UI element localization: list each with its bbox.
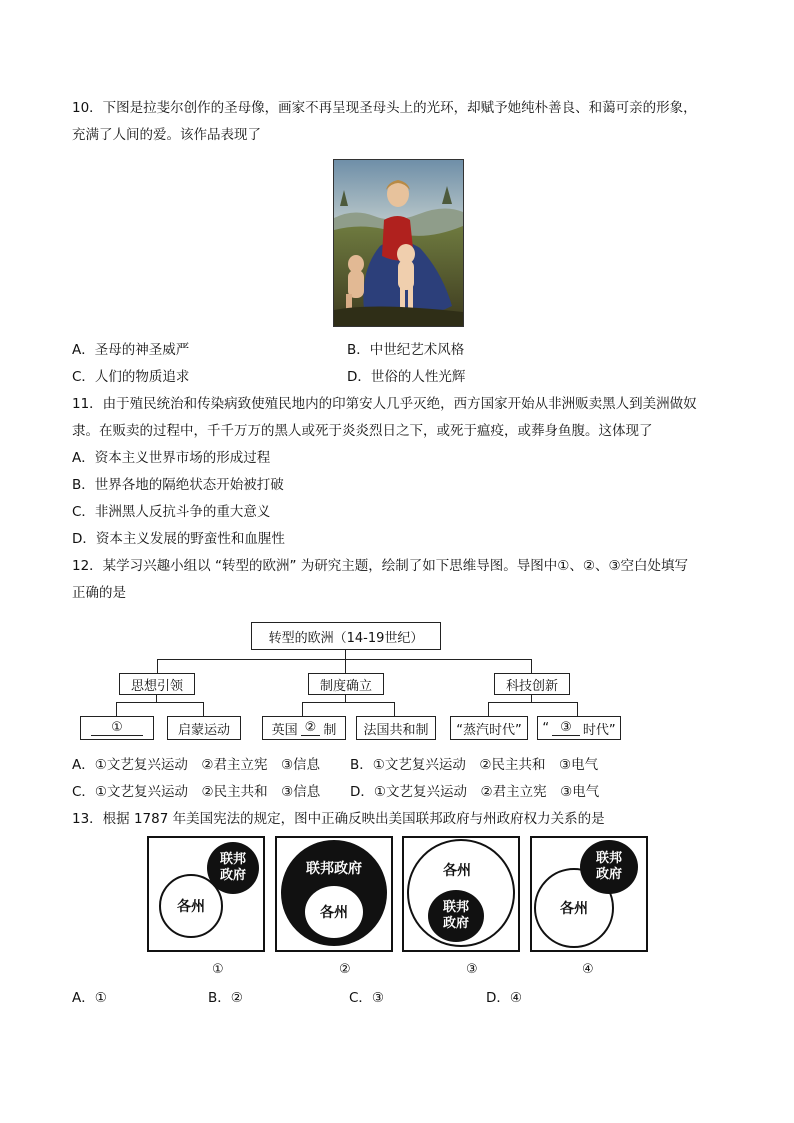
mindmap-leaf-era-blank	[537, 716, 621, 740]
q10-option-c: C．人们的物质追求	[72, 369, 190, 385]
q13-option-c: C．③	[349, 990, 385, 1006]
mindmap-connector	[116, 702, 203, 703]
q10-stem-line2: 充满了人间的爱。该作品表现了	[72, 127, 261, 143]
mindmap-branch-thought: 思想引领	[119, 673, 195, 695]
diagram-number-3: ③	[466, 962, 478, 977]
q12-option-a: A．①文艺复兴运动 ②君主立宪 ③信息	[72, 757, 321, 773]
mindmap-connector	[345, 659, 346, 673]
mindmap-connector	[345, 649, 346, 659]
diagram-number-2: ②	[339, 962, 351, 977]
mindmap-connector	[488, 702, 489, 716]
mindmap-connector	[488, 702, 577, 703]
diagram-number-4: ④	[582, 962, 594, 977]
mindmap-connector	[157, 659, 158, 673]
q13-option-a: A．①	[72, 990, 107, 1006]
mindmap-connector	[116, 702, 117, 716]
federal-label-line1: 联邦	[219, 852, 246, 867]
q11-option-c: C．非洲黑人反抗斗争的重大意义	[72, 504, 271, 520]
mindmap-connector	[302, 702, 394, 703]
mindmap-leaf-blank1	[80, 716, 154, 740]
federal-label-line1: 联邦	[595, 851, 622, 866]
mindmap-connector	[302, 702, 303, 716]
q11-option-d: D．资本主义发展的野蛮性和血腥性	[72, 531, 285, 547]
leaf3-post: 制	[323, 722, 337, 738]
mindmap-leaf-enlightenment: 启蒙运动	[167, 716, 241, 740]
federal-circle	[207, 842, 259, 894]
federal-label-line1: 联邦	[442, 900, 469, 915]
q12-option-d: D．①文艺复兴运动 ②君主立宪 ③电气	[350, 784, 600, 800]
q10-option-a: A．圣母的神圣威严	[72, 342, 190, 358]
q10-stem-line1: 10．下图是拉斐尔创作的圣母像，画家不再呈现圣母头上的光环，却赋予她纯朴善良、和蔼可亲的形象，	[72, 100, 697, 116]
q12-stem-line1: 12．某学习兴趣小组以 “转型的欧洲” 为研究主题，绘制了如下思维导图。导图中①、②、③空白处填写	[72, 558, 689, 574]
federal-circle	[428, 890, 484, 942]
states-circle: 各州	[534, 868, 614, 948]
q13-stem: 13．根据 1787 年美国宪法的规定，图中正确反映出美国联邦政府与州政府权力关系的是	[72, 811, 605, 827]
q12-stem-line2: 正确的是	[72, 585, 126, 601]
federal-diagram-4	[530, 836, 648, 952]
blank-2: ②	[301, 720, 321, 736]
federal-label-line2: 政府	[219, 868, 246, 883]
leaf6-pre: “	[542, 720, 550, 736]
states-circle: 各州	[303, 884, 365, 940]
q11-stem-line1: 11．由于殖民统治和传染病致使殖民地内的印第安人几乎灭绝，西方国家开始从非洲贩卖黑人到美洲做奴	[72, 396, 697, 412]
mindmap-connector	[531, 694, 532, 702]
mindmap-branch-institution: 制度确立	[308, 673, 384, 695]
mindmap-leaf-steam: “蒸汽时代”	[450, 716, 528, 740]
q13-option-d: D．④	[486, 990, 522, 1006]
federal-diagram-3	[402, 836, 520, 952]
q10-option-d: D．世俗的人性光辉	[347, 369, 466, 385]
mindmap-leaf-uk-system	[262, 716, 346, 740]
federal-label-line2: 政府	[595, 867, 622, 882]
federal-label-line2: 政府	[442, 916, 469, 931]
mindmap-root: 转型的欧洲（14-19世纪）	[251, 622, 441, 650]
mindmap-connector	[203, 702, 204, 716]
mindmap-leaf-france: 法国共和制	[356, 716, 436, 740]
q11-stem-line2: 隶。在贩卖的过程中，千千万万的黑人或死于炎炎烈日之下，或死于瘟疫，或葬身鱼腹。这体现了	[72, 423, 653, 439]
leaf3-pre: 英国	[271, 722, 298, 738]
federal-label: 联邦政府	[306, 861, 362, 877]
states-circle: 各州	[159, 874, 223, 938]
mindmap-branch-technology: 科技创新	[494, 673, 570, 695]
federal-circle	[580, 840, 638, 894]
blank-1: ①	[91, 720, 143, 736]
states-label: 各州	[443, 863, 471, 879]
q11-option-a: A．资本主义世界市场的形成过程	[72, 450, 271, 466]
q12-option-c: C．①文艺复兴运动 ②民主共和 ③信息	[72, 784, 321, 800]
mindmap-connector	[394, 702, 395, 716]
mindmap-connector	[531, 659, 532, 673]
q13-option-b: B．②	[208, 990, 243, 1006]
q12-option-b: B．①文艺复兴运动 ②民主共和 ③电气	[350, 757, 599, 773]
diagram-number-1: ①	[212, 962, 224, 977]
madonna-painting	[333, 159, 464, 327]
mindmap-connector	[345, 694, 346, 702]
federal-diagram-2	[275, 836, 393, 952]
leaf6-post: 时代”	[582, 722, 616, 738]
q10-option-b: B．中世纪艺术风格	[347, 342, 465, 358]
mindmap-connector	[577, 702, 578, 716]
q11-option-b: B．世界各地的隔绝状态开始被打破	[72, 477, 284, 493]
mindmap-connector	[156, 694, 157, 702]
federal-diagram-1	[147, 836, 265, 952]
blank-3: ③	[552, 720, 580, 736]
